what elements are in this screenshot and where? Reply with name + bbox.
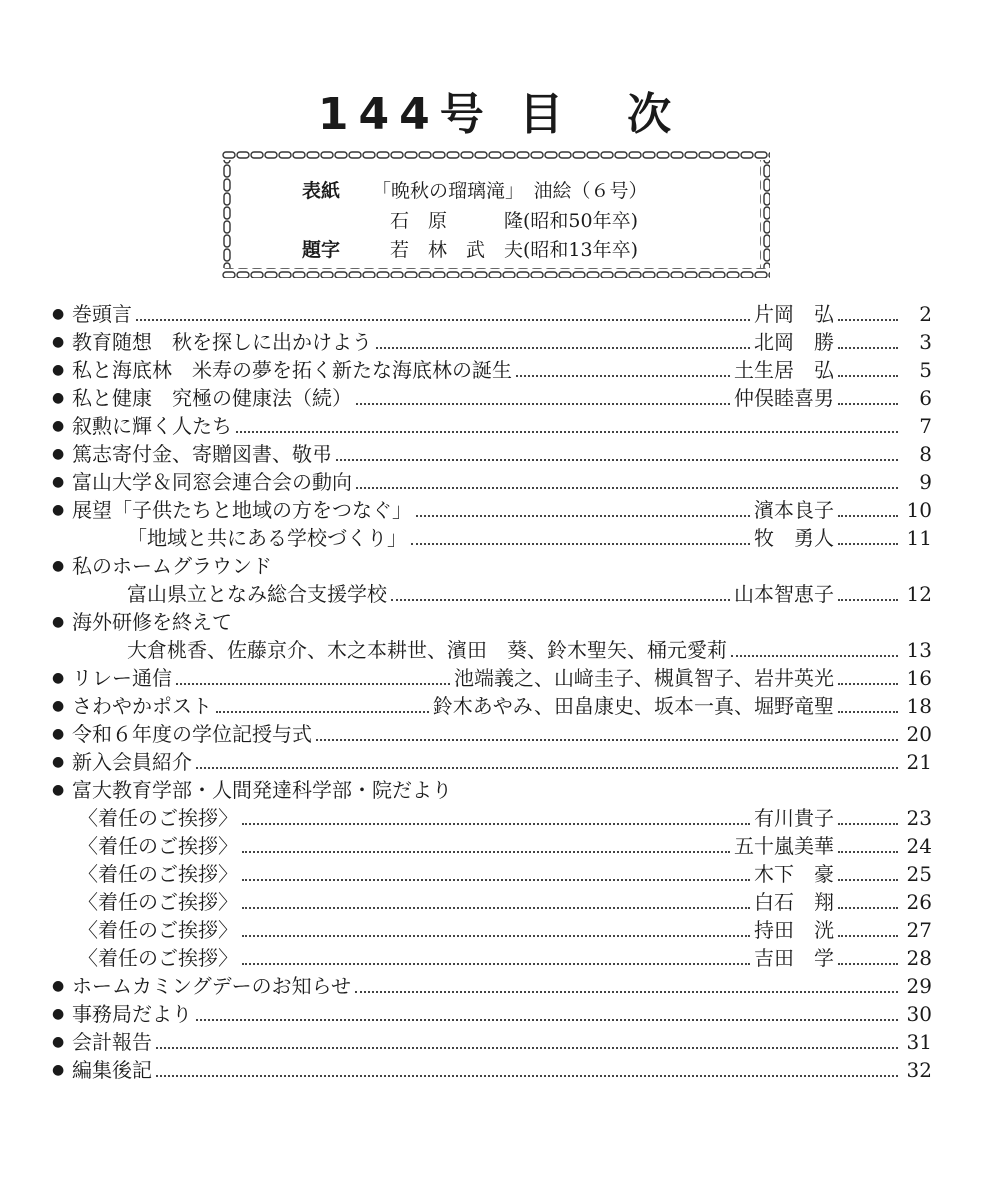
bullet-icon: ● [52,614,65,630]
toc-entry [52,944,932,972]
bullet-icon: ● [52,1034,65,1050]
toc-title: 富山大学＆同窓会連合会の動向 [72,470,352,494]
bullet-icon: ● [52,362,65,378]
toc-page: 11 [906,526,932,550]
toc-entry [52,916,932,944]
toc-title: 〈着任のご挨拶〉 [78,946,238,970]
toc-entry [52,1028,932,1056]
toc-entry [52,524,932,552]
calligrapher: 若 林 武 夫(昭和13年卒) [390,239,639,261]
toc-page: 12 [906,582,932,606]
toc-title: 海外研修を終えて [72,610,232,634]
toc-title: 〈着任のご挨拶〉 [78,834,238,858]
toc-page: 5 [919,358,932,382]
toc-author: 鈴木あやみ、田畠康史、坂本一真、堀野竜聖 [432,694,834,718]
toc-entry [52,776,932,804]
toc-entry [52,300,932,328]
bullet-icon: ● [52,782,65,798]
toc-entry [52,720,932,748]
toc-page: 27 [906,918,932,942]
cover-work: 「晩秋の瑠璃滝」 油絵（６号） [372,180,648,202]
toc-title: 編集後記 [72,1058,152,1082]
toc-entry [52,384,932,412]
bullet-icon: ● [52,726,65,742]
toc-title: 私と健康 究極の健康法（続） [72,386,352,410]
toc-page: 20 [906,722,932,746]
toc-page: 8 [919,442,932,466]
toc-entry [52,1056,932,1084]
bullet-icon: ● [52,698,65,714]
toc-title: 新入会員紹介 [72,750,192,774]
toc-author: 吉田 学 [754,946,834,970]
toc-page: 7 [919,414,932,438]
toc-page: 3 [919,330,932,354]
toc-author: 白石 翔 [754,890,834,914]
toc-title: 富山県立となみ総合支援学校 [127,582,387,606]
toc-page: 2 [919,302,932,326]
toc-author: 木下 豪 [754,862,834,886]
toc-author: 仲俣睦喜男 [734,386,834,410]
toc-page: 13 [906,638,932,662]
bullet-icon: ● [52,558,65,574]
toc-title: 篤志寄付金、寄贈図書、敬弔 [72,442,332,466]
toc-entry [52,804,932,832]
table-of-contents [52,300,932,1084]
bullet-icon: ● [52,390,65,406]
bullet-icon: ● [52,670,65,686]
toc-entry [52,356,932,384]
bullet-icon: ● [52,754,65,770]
toc-title: 展望「子供たちと地域の方をつなぐ」 [72,498,412,522]
toc-entry [52,496,932,524]
toc-entry [52,328,932,356]
toc-page: 18 [906,694,932,718]
toc-page: 10 [906,498,932,522]
toc-title: 事務局だより [72,1002,192,1026]
toc-entry [52,412,932,440]
bullet-icon: ● [52,978,65,994]
toc-page: 32 [906,1058,932,1082]
toc-page: 9 [919,470,932,494]
toc-title: 会計報告 [72,1030,152,1054]
toc-page: 21 [906,750,932,774]
toc-author: 持田 洸 [754,918,834,942]
bullet-icon: ● [52,502,65,518]
toc-page: 29 [906,974,932,998]
toc-entry [52,748,932,776]
toc-entry [52,468,932,496]
toc-page: 30 [906,1002,932,1026]
toc-title: 令和６年度の学位記授与式 [72,722,312,746]
toc-author: 片岡 弘 [754,302,834,326]
cover-artist: 石 原 隆(昭和50年卒) [390,210,639,232]
calligraphy-label: 題字 [302,239,341,261]
toc-title: 叙勲に輝く人たち [72,414,232,438]
toc-page: 28 [906,946,932,970]
toc-entry [52,692,932,720]
bullet-icon: ● [52,1062,65,1078]
toc-title: 〈着任のご挨拶〉 [78,890,238,914]
bullet-icon: ● [52,306,65,322]
toc-entry [52,636,932,664]
toc-title: 「地域と共にある学校づくり」 [127,526,407,550]
toc-page: 16 [906,666,932,690]
toc-title: さわやかポスト [72,694,212,718]
toc-title: 富大教育学部・人間発達科学部・院だより [72,778,452,802]
toc-entry [52,860,932,888]
toc-page: 6 [919,386,932,410]
toc-entry [52,552,932,580]
bullet-icon: ● [52,1006,65,1022]
toc-page: 31 [906,1030,932,1054]
toc-title: ホームカミングデーのお知らせ [72,974,351,998]
toc-entry [52,580,932,608]
toc-author: 有川貴子 [754,806,834,830]
toc-page: 23 [906,806,932,830]
toc-title: 教育随想 秋を探しに出かけよう [72,330,372,354]
toc-title: 私のホームグラウンド [72,554,272,578]
cover-label: 表紙 [302,180,341,202]
toc-author: 土生居 弘 [734,358,834,382]
toc-author: 池端義之、山﨑圭子、槻眞智子、岩井英光 [454,666,834,690]
page-title: 144号 目 次 [317,89,682,140]
toc-author: 北岡 勝 [754,330,834,354]
toc-page: 24 [906,834,932,858]
toc-entry [52,1000,932,1028]
toc-title: リレー通信 [72,666,172,690]
toc-entry [52,440,932,468]
bullet-icon: ● [52,446,65,462]
bullet-icon: ● [52,474,65,490]
bullet-icon: ● [52,334,65,350]
toc-entry [52,972,932,1000]
toc-title: 〈着任のご挨拶〉 [78,806,238,830]
toc-entry [52,832,932,860]
toc-entry [52,608,932,636]
toc-title: 大倉桃香、佐藤京介、木之本耕世、濱田 葵、鈴木聖矢、桶元愛莉 [127,638,727,662]
toc-page: 26 [906,890,932,914]
toc-title: 〈着任のご挨拶〉 [78,918,238,942]
toc-author: 濱本良子 [754,498,834,522]
toc-title: 〈着任のご挨拶〉 [78,862,238,886]
toc-author: 五十嵐美華 [734,834,834,858]
toc-page: 25 [906,862,932,886]
toc-entry [52,664,932,692]
toc-entry [52,888,932,916]
toc-title: 巻頭言 [72,302,132,326]
toc-author: 山本智恵子 [734,582,834,606]
bullet-icon: ● [52,418,65,434]
toc-author: 牧 勇人 [754,526,834,550]
toc-title: 私と海底林 米寿の夢を拓く新たな海底林の誕生 [72,358,512,382]
